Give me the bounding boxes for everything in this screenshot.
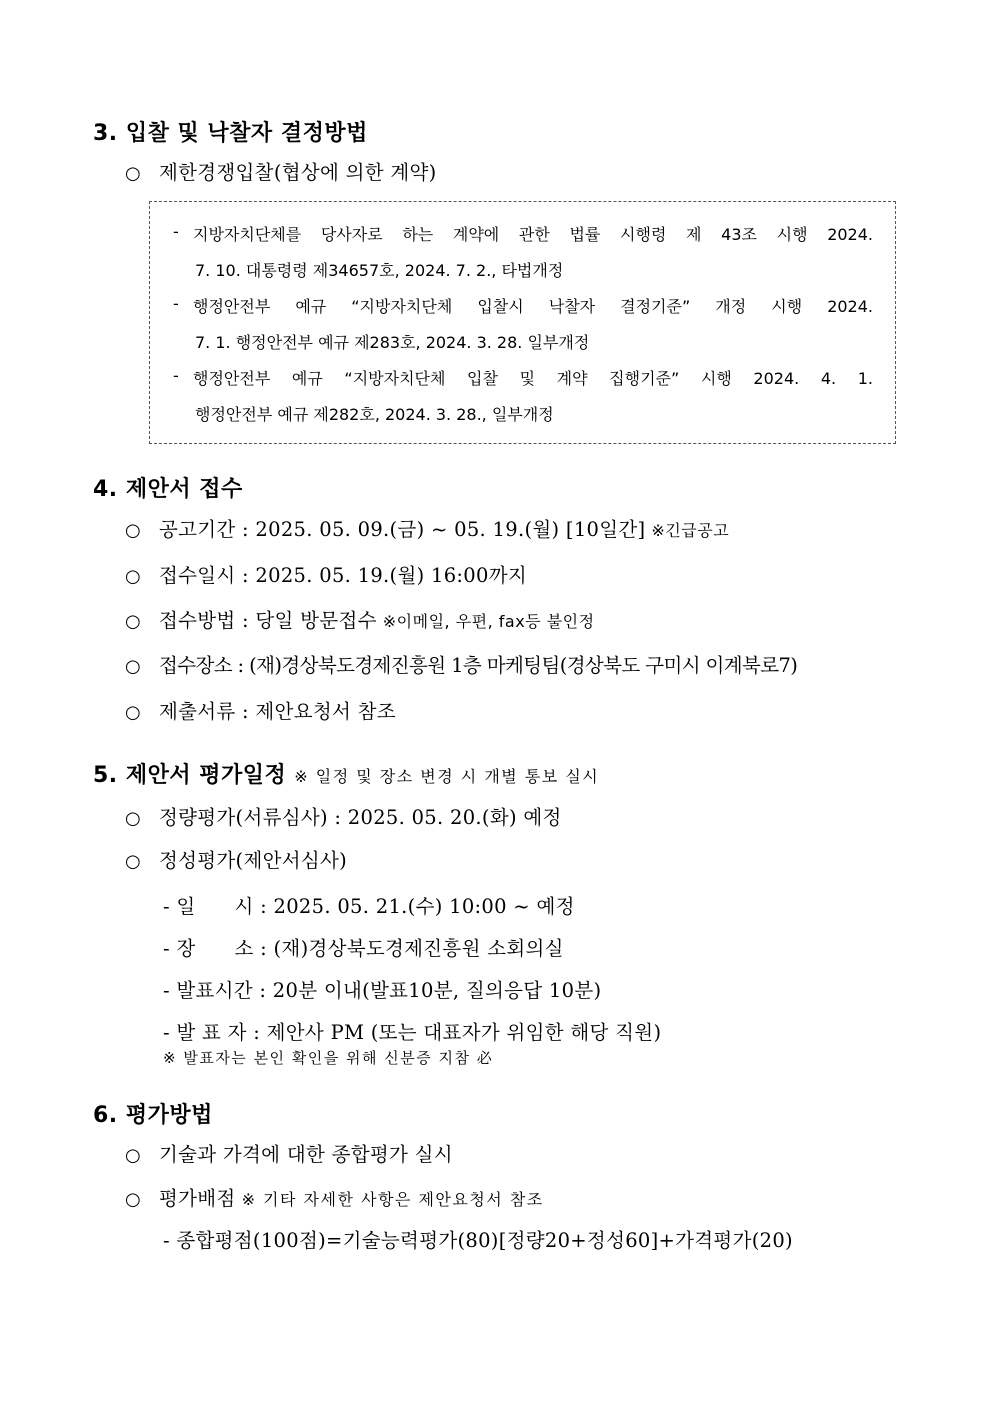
sec5-item-text: 정량평가(서류심사) : 2025. 05. 20.(화) 예정 xyxy=(159,806,562,829)
sec3-item-text: 제한경쟁입찰(협상에 의한 계약) xyxy=(159,161,437,184)
section-5-title-text: 5. 제안서 평가일정 xyxy=(93,763,287,788)
circle-bullet-icon: ○ xyxy=(125,566,142,587)
circle-bullet-icon: ○ xyxy=(125,656,141,677)
sec4-item xyxy=(125,605,595,633)
presenter-note: ※ 발표자는 본인 확인을 위해 신분증 지참 必 xyxy=(163,1049,494,1067)
box-line: 7. 10. 대통령령 제34657호, 2024. 7. 2., 타법개정 xyxy=(195,261,564,280)
section-6-title: 6. 평가방법 xyxy=(93,1103,213,1128)
circle-bullet-icon: ○ xyxy=(125,520,142,541)
dash-icon: - xyxy=(173,294,179,313)
sec5-sub-item: - 일 시 : 2025. 05. 21.(수) 10:00 ~ 예정 xyxy=(163,895,575,918)
box-line: 행정안전부 예규 제282호, 2024. 3. 28., 일부개정 xyxy=(195,405,554,424)
sec5-sub-item: - 발 표 자 : 제안사 PM (또는 대표자가 위임한 해당 직원) xyxy=(163,1021,662,1044)
circle-bullet-icon: ○ xyxy=(125,702,142,723)
sec4-item-text: 공고기간 : 2025. 05. 09.(금) ~ 05. 19.(월) [10일간] xyxy=(159,518,646,541)
circle-bullet-icon: ○ xyxy=(125,1145,142,1166)
sec6-sub-item: - 종합평점(100점)=기술능력평가(80)[정량20+정성60]+가격평가(20) xyxy=(163,1229,793,1252)
box-line xyxy=(173,366,873,389)
sec6-item xyxy=(125,1139,453,1167)
section-3-title: 3. 입찰 및 낙찰자 결정방법 xyxy=(93,121,368,146)
section-5-note: ※ 일정 및 장소 변경 시 개별 통보 실시 xyxy=(294,767,600,786)
sec6-item-text: 평가배점 xyxy=(159,1187,236,1210)
scoring-note: ※ 기타 자세한 사항은 제안요청서 참조 xyxy=(241,1190,544,1209)
sec6-item xyxy=(125,1183,544,1211)
dash-icon: - xyxy=(173,222,179,241)
section-5-title xyxy=(93,758,599,789)
legal-basis-box xyxy=(149,201,896,444)
box-line-text: 행정안전부 예규 “지방자치단체 입찰시 낙찰자 결정기준” 개정 시행 2024. xyxy=(193,297,873,316)
sec4-item xyxy=(125,514,729,542)
circle-bullet-icon: ○ xyxy=(125,851,142,872)
method-note: ※이메일, 우편, fax등 불인정 xyxy=(382,612,595,631)
urgent-note: ※긴급공고 xyxy=(651,521,730,540)
sec3-item xyxy=(125,157,437,185)
circle-bullet-icon: ○ xyxy=(125,1189,142,1210)
box-line xyxy=(173,222,873,245)
sec4-item-text: 접수일시 : 2025. 05. 19.(월) 16:00까지 xyxy=(159,564,527,587)
section-4-title: 4. 제안서 접수 xyxy=(93,477,243,502)
sec5-sub-item: - 장 소 : (재)경상북도경제진흥원 소회의실 xyxy=(163,937,564,960)
circle-bullet-icon: ○ xyxy=(125,611,142,632)
sec5-item-text: 정성평가(제안서심사) xyxy=(159,849,348,872)
sec5-item xyxy=(125,802,562,830)
sec4-item-text: 접수장소 : (재)경상북도경제진흥원 1층 마케팅팀(경상북도 구미시 이계북로7) xyxy=(159,654,798,677)
sec6-item-text: 기술과 가격에 대한 종합평가 실시 xyxy=(159,1143,453,1166)
box-line: 7. 1. 행정안전부 예규 제283호, 2024. 3. 28. 일부개정 xyxy=(195,333,590,352)
sec4-item-text: 제출서류 : 제안요청서 참조 xyxy=(159,700,396,723)
circle-bullet-icon: ○ xyxy=(125,163,142,184)
box-line xyxy=(173,294,873,317)
sec5-sub-item: - 발표시간 : 20분 이내(발표10분, 질의응답 10분) xyxy=(163,979,602,1002)
circle-bullet-icon: ○ xyxy=(125,808,142,829)
box-line-text: 행정안전부 예규 “지방자치단체 입찰 및 계약 집행기준” 시행 2024. 4. 1. xyxy=(193,369,873,388)
sec4-item xyxy=(125,696,396,724)
sec4-item xyxy=(125,650,797,678)
box-line-text: 지방자치단체를 당사자로 하는 계약에 관한 법률 시행령 제 43조 시행 2024. xyxy=(193,225,873,244)
dash-icon: - xyxy=(173,366,179,385)
sec4-item-text: 접수방법 : 당일 방문접수 xyxy=(159,609,377,632)
sec4-item xyxy=(125,560,527,588)
sec5-item xyxy=(125,845,347,873)
